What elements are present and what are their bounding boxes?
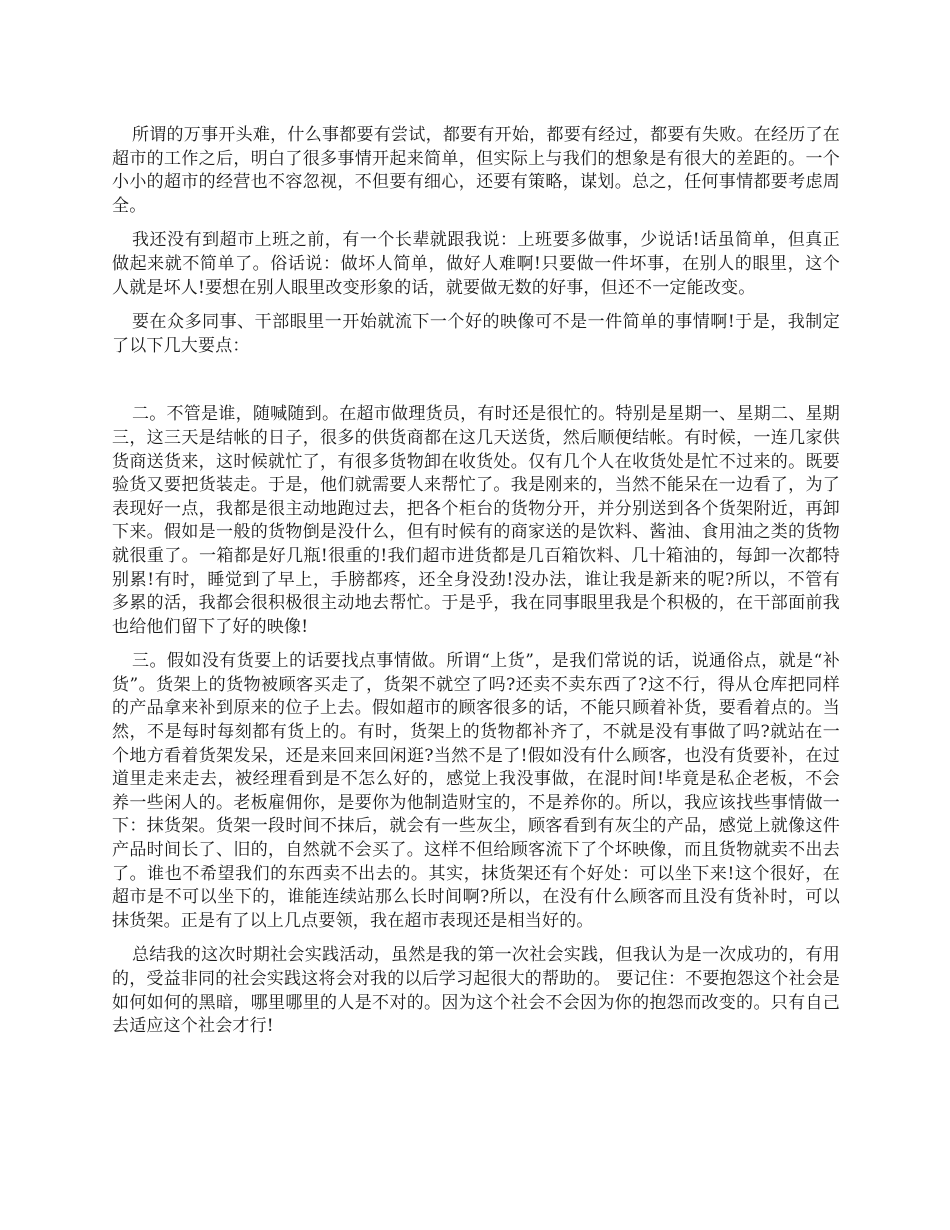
document-body xyxy=(112,124,840,1050)
paragraph-point-three: 三。假如没有货要上的话要找点事情做。所谓“上货”，是我们常说的话，说通俗点，就是“补货”。货架上的货物被顾客买走了，货架不就空了吗?还卖不卖东西了?这不行，得从仓库把同样的产品拿来补到原来的位子上去。假如超市的顾客很多的话，不能只顾着补货，要看着点的。当然，不是每时每刻都有货上的。有时，货架上的货物都补齐了，不就是没有事做了吗?就站在一个地方看着货架发呆，还是来回来回闲逛?当然不是了!假如没有什么顾客，也没有货要补，在过道里走来走去，被经理看到是不怎么好的，感觉上我没事做，在混时间!毕竟是私企老板，不会养一些闲人的。老板雇佣你，是要你为他制造财宝的，不是养你的。所以，我应该找些事情做一下：抹货架。货架一段时间不抹后，就会有一些灰尘，顾客看到有灰尘的产品，感觉上就像这件产品时间长了、旧的，自然就不会买了。这样不但给顾客流下了个坏映像，而且货物就卖不出去了。谁也不希望我们的东西卖不出去的。其实，抹货架还有个好处：可以坐下来!这个很好，在超市是不可以坐下的，谁能连续站那么长时间啊?所以，在没有什么顾客而且没有货补时，可以抹货架。正是有了以上几点要领，我在超市表现还是相当好的。 xyxy=(112,651,840,931)
paragraph-point-two: 二。不管是谁，随喊随到。在超市做理货员，有时还是很忙的。特别是星期一、星期二、星期三，这三天是结帐的日子，很多的供货商都在这几天送货，然后顺便结帐。有时候，一连几家供货商送货来，这时候就忙了，有很多货物卸在收货处。仅有几个人在收货处是忙不过来的。既要验货又要把货装走。于是，他们就需要人来帮忙了。我是刚来的，当然不能呆在一边看了，为了表现好一点，我都是很主动地跑过去，把各个柜台的货物分开，并分别送到各个货架附近，再卸下来。假如是一般的货物倒是没什么，但有时候有的商家送的是饮料、酱油、食用油之类的货物就很重了。一箱都是好几瓶!很重的!我们超市进货都是几百箱饮料、几十箱油的，每卸一次都特别累!有时，睡觉到了早上，手膀都疼，还全身没劲!没办法，谁让我是新来的呢?所以，不管有多累的活，我都会很积极很主动地去帮忙。于是乎，我在同事眼里我是个积极的，在干部面前我也给他们留下了好的映像! xyxy=(112,404,840,637)
paragraph-key-points-intro: 要在众多同事、干部眼里一开始就流下一个好的映像可不是一件简单的事情啊!于是，我制定了以下几大要点： xyxy=(112,312,840,356)
paragraph-gap xyxy=(112,369,840,403)
paragraph-conclusion: 总结我的这次时期社会实践活动，虽然是我的第一次社会实践，但我认为是一次成功的，有用的，受益非同的社会实践这将会对我的以后学习起很大的帮助的。 要记住：不要抱怨这个社会是如何如何的黑暗，哪里哪里的人是不对的。因为这个社会不会因为你的抱怨而改变的。只有自己去适应这个社会才行! xyxy=(112,945,841,1037)
paragraph-intro: 所谓的万事开头难，什么事都要有尝试，都要有开始，都要有经过，都要有失败。在经历了在超市的工作之后，明白了很多事情开起来简单，但实际上与我们的想象是有很大的差距的。一个小小的超市的经营也不容忽视，不但要有细心，还要有策略，谋划。总之，任何事情都要考虑周全。 xyxy=(112,125,840,216)
paragraph-elder-advice: 我还没有到超市上班之前，有一个长辈就跟我说：上班要多做事，少说话!话虽简单，但真正做起来就不简单了。俗话说：做坏人简单，做好人难啊!只要做一件坏事，在别人的眼里，这个人就是坏人!要想在别人眼里改变形象的话，就要做无数的好事，但还不一定能改变。 xyxy=(112,230,840,298)
